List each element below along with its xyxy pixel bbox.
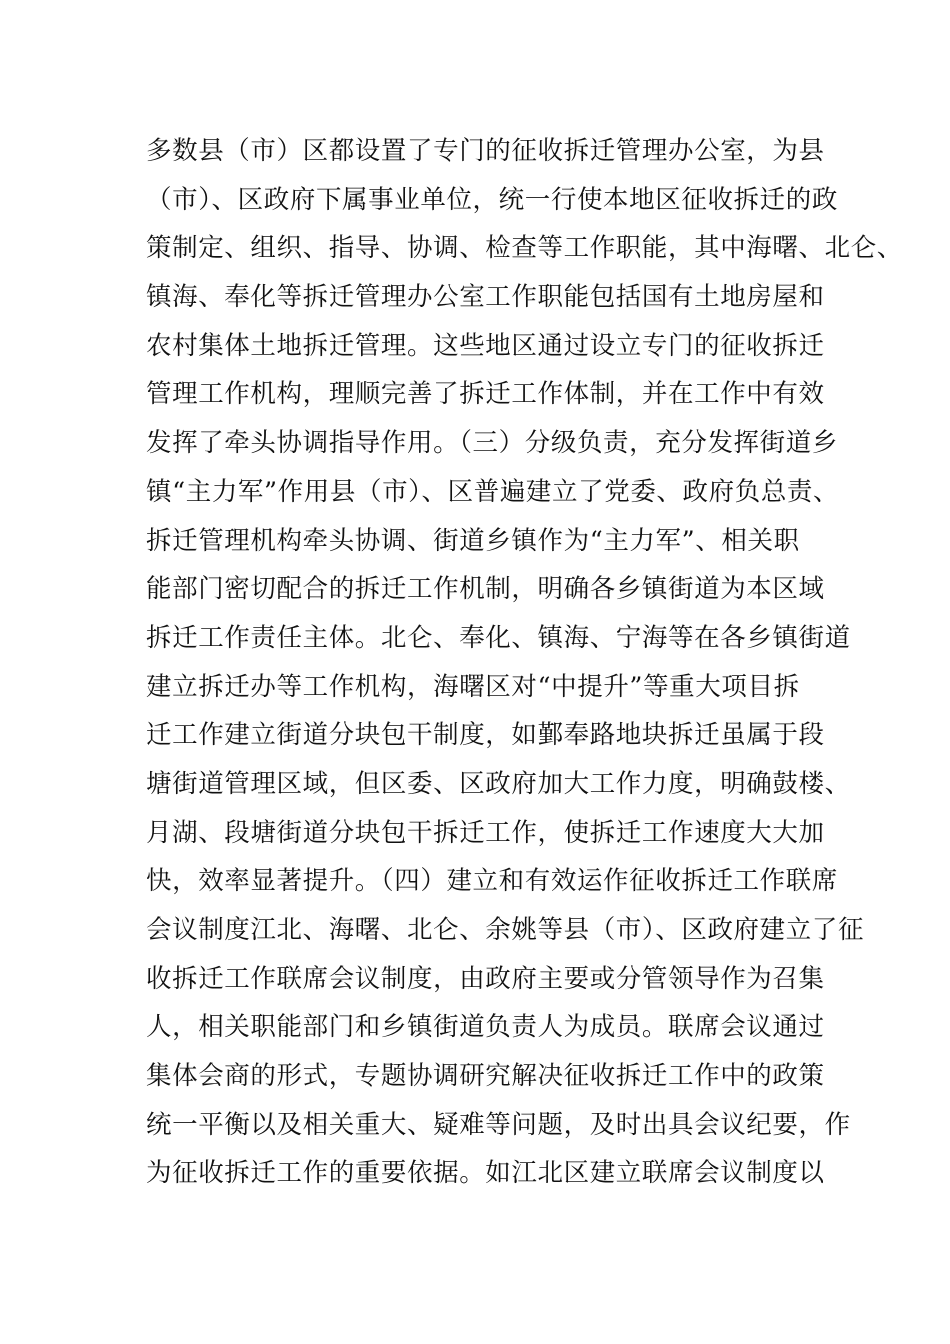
text-line: 为征收拆迁工作的重要依据。如江北区建立联席会议制度以 (146, 1158, 825, 1189)
body-paragraph (146, 127, 903, 1198)
text-line: 镇海、奉化等拆迁管理办公室工作职能包括国有土地房屋和 (146, 282, 825, 313)
text-line: 迁工作建立街道分块包干制度，如鄞奉路地块拆迁虽属于段 (146, 720, 825, 751)
text-line: 多数县（市）区都设置了专门的征收拆迁管理办公室，为县 (146, 136, 825, 166)
text-line: 统一平衡以及相关重大、疑难等问题，及时出具会议纪要，作 (146, 1109, 851, 1140)
text-line: 镇“主力军”作用县（市）、区普遍建立了党委、政府负总责、 (146, 476, 840, 507)
text-line: 农村集体土地拆迁管理。这些地区通过设立专门的征收拆迁 (146, 330, 825, 361)
text-line: 塘街道管理区域，但区委、区政府加大工作力度，明确鼓楼、 (146, 768, 851, 799)
text-line: 建立拆迁办等工作机构，海曙区对“中提升”等重大项目拆 (146, 671, 800, 702)
text-line: 收拆迁工作联席会议制度，由政府主要或分管领导作为召集 (146, 963, 825, 994)
text-line: 月湖、段塘街道分块包干拆迁工作，使拆迁工作速度大大加 (146, 817, 825, 848)
text-line: 会议制度江北、海曙、北仑、余姚等县（市）、区政府建立了征 (146, 915, 865, 945)
text-line: 拆迁管理机构牵头协调、街道乡镇作为“主力军”、相关职 (146, 525, 800, 556)
text-line: 快，效率显著提升。（四）建立和有效运作征收拆迁工作联席 (146, 866, 838, 897)
text-line: （市）、区政府下属事业单位，统一行使本地区征收拆迁的政 (146, 184, 838, 215)
text-line: 发挥了牵头协调指导作用。（三）分级负责，充分发挥街道乡 (146, 428, 838, 459)
text-line: 能部门密切配合的拆迁工作机制，明确各乡镇街道为本区域 (146, 574, 825, 605)
text-line: 集体会商的形式，专题协调研究解决征收拆迁工作中的政策 (146, 1061, 825, 1092)
text-line: 拆迁工作责任主体。北仑、奉化、镇海、宁海等在各乡镇街道 (146, 622, 851, 653)
text-line: 人，相关职能部门和乡镇街道负责人为成员。联席会议通过 (146, 1012, 825, 1043)
text-line: 策制定、组织、指导、协调、检查等工作职能，其中海曙、北仑、 (146, 233, 903, 264)
text-line: 管理工作机构，理顺完善了拆迁工作体制，并在工作中有效 (146, 379, 825, 410)
